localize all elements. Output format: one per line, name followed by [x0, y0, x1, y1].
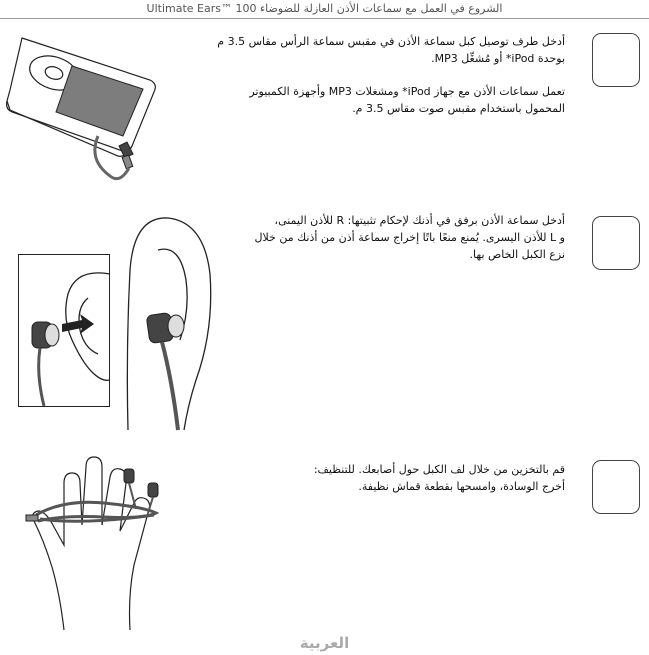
- step-2-number-box: [592, 216, 640, 270]
- step-1-instructions: [217, 33, 565, 67]
- plug-end: [26, 515, 38, 521]
- step-1-note: [249, 83, 565, 117]
- earbud-right: [148, 483, 158, 497]
- ear-insert-illustration: [18, 254, 110, 407]
- earbud-cable-in-ear: [162, 342, 178, 430]
- earbud-left: [124, 469, 134, 483]
- earbud-tip-in-ear: [168, 315, 184, 337]
- step-3-instructions: [314, 461, 565, 495]
- step-1-line-2: بوحدة iPod* أو مُشغِّل MP3.: [431, 52, 565, 65]
- plug-connector: [122, 155, 133, 169]
- earbud-tip: [45, 324, 59, 346]
- step-2-line-3: نزع الكبل الخاص بها.: [469, 248, 565, 261]
- step-3-line-2: أخرج الوسادة، وامسحها بقطعة قماش نظيفة.: [358, 480, 565, 493]
- step-3-number-box: [592, 460, 640, 514]
- step-3-line-1: قم بالتخزين من خلال لف الكبل حول أصابعك. للتنظيف:: [313, 463, 565, 476]
- earphone-in-ear-illustration: [124, 210, 214, 430]
- language-label: العربية: [299, 634, 350, 652]
- step-1-note-line-1: تعمل سماعات الأذن مع جهاز iPod* ومشغلات MP3 وأجهزة الكمبيوتر: [249, 85, 565, 98]
- header-title: Ultimate Ears™ 100 الشروع في العمل مع سماعات الأذن العازلة للضوضاء: [146, 2, 503, 15]
- step-1-line-1: أدخل طرف توصيل كبل سماعة الأذن في مقبس سماعة الرأس مقاس 3.5 م: [217, 35, 565, 48]
- cable-wrap-hand-illustration: [24, 455, 174, 630]
- step-1-note-line-2: المحمول باستخدام مقبس صوت مقاس 3.5 م.: [352, 102, 565, 115]
- step-2-line-2: و L للأذن اليسرى. يُمنع منعًا باتًا إخراج سماعة أذن من أذنك من خلال: [254, 231, 565, 244]
- step-2-instructions: [255, 212, 566, 263]
- header-divider: [0, 18, 649, 19]
- step-1-number-box: [592, 33, 640, 87]
- ipod-plug-illustration: [0, 28, 170, 178]
- step-2-line-1: أدخل سماعة الأذن برفق في أذنك لإحكام تثبيتها: R للأذن اليمنى،: [274, 214, 565, 227]
